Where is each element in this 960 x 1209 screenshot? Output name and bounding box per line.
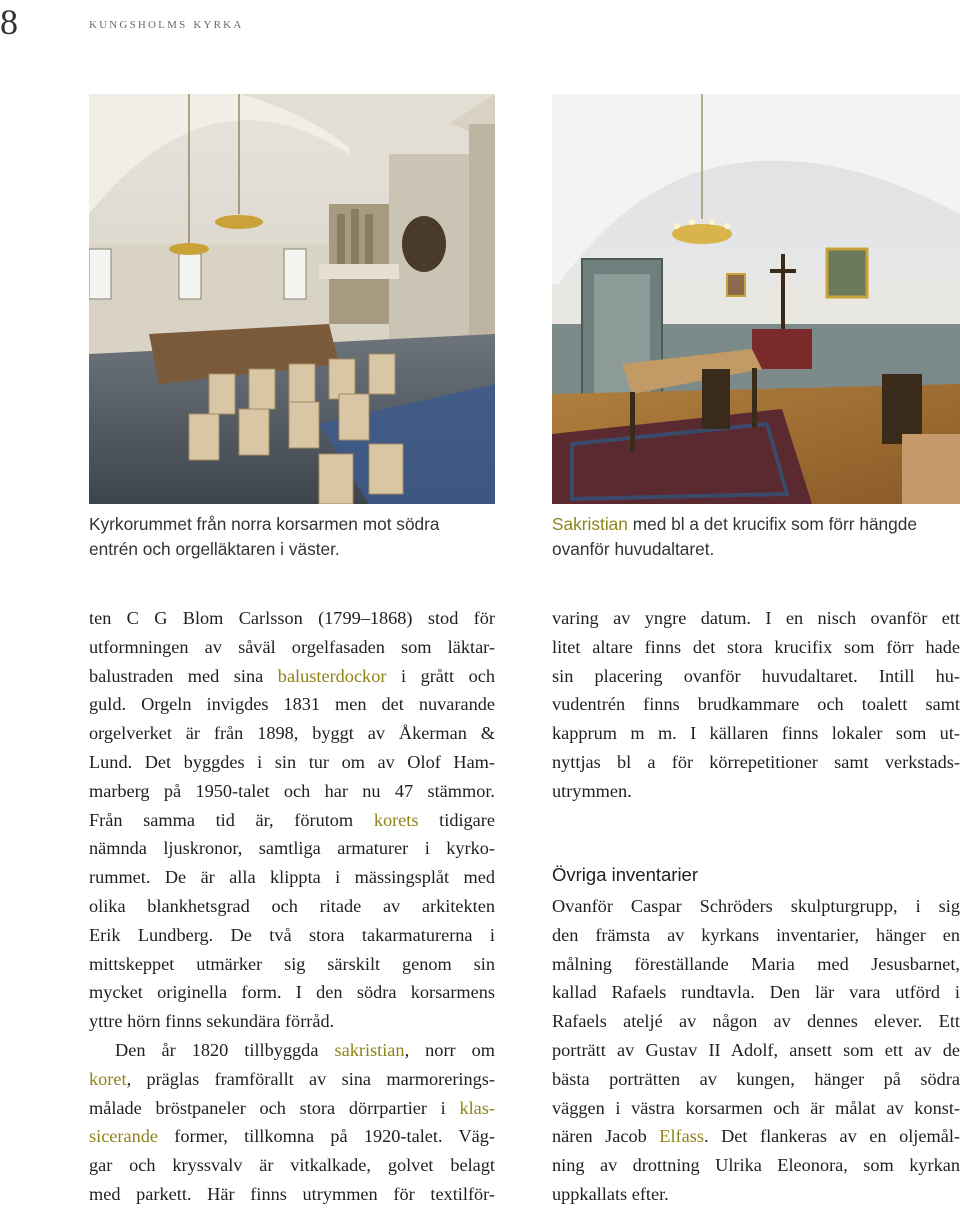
highlight-term: sicerande: [89, 1126, 159, 1147]
text-line: yttre hörn finns sekundära förråd.: [89, 1011, 335, 1032]
text-line: bästa porträtten av kungen, hänger på södra: [552, 1068, 960, 1089]
text-segment: tidigare: [418, 809, 495, 830]
text-segment: former, tillkomna på 1920-talet. Väg-: [158, 1126, 495, 1147]
highlight-term: korets: [373, 809, 419, 830]
text-line: [552, 1122, 960, 1151]
page-number: 8: [0, 2, 18, 42]
caption-left-line: entrén och orgelläktaren i väster.: [89, 538, 340, 559]
text-line: kallad Rafaels rundtavla. Den lär vara utförd i: [552, 982, 960, 1003]
text-line: olika blankhetsgrad och ritade av arkitekten: [89, 895, 495, 916]
highlight-term: balusterdockor: [277, 665, 387, 686]
caption-right: [552, 512, 960, 561]
text-line: [89, 1065, 495, 1094]
body-column-right: [552, 604, 960, 806]
caption-right-line: ovanför huvudaltaret.: [552, 538, 715, 559]
text-segment: , norr om: [404, 1039, 496, 1060]
church-interior-photo: [89, 94, 495, 504]
text-segment: Den år 1820 tillbyggda: [115, 1039, 335, 1060]
text-line: rummet. De är alla klippta i mässingsplåt med: [89, 867, 495, 888]
text-line: Lund. Det byggdes i sin tur om av Olof Ham-: [89, 751, 495, 772]
text-line: med parkett. Här finns utrymmen för textilför-: [89, 1183, 495, 1204]
body-column-left: [89, 604, 495, 1209]
text-segment: nären Jacob: [552, 1126, 660, 1147]
caption-left-line: Kyrkorummet från norra korsarmen mot södra: [89, 514, 440, 534]
text-line: [89, 1122, 495, 1151]
text-line: utrymmen.: [552, 780, 632, 801]
text-line: utformningen av såväl orgelfasaden som läktar-: [89, 636, 495, 657]
church-interior-illustration: [89, 94, 495, 504]
section-heading: Övriga inventarier: [552, 864, 699, 885]
caption-highlight-term: Sakristian: [552, 514, 628, 534]
text-line: kapprum m m. I källaren finns lokaler som ut-: [552, 723, 960, 744]
text-line: litet altare finns det stora krucifix som förr hade: [552, 636, 960, 657]
running-header: kungsholms kyrka: [89, 16, 244, 32]
text-line: sin placering ovanför huvudaltaret. Intill hu-: [552, 665, 960, 686]
text-line: marberg på 1950-talet och har nu 47 stämmor.: [89, 780, 495, 801]
text-line: [89, 662, 495, 691]
text-line: porträtt av Gustav II Adolf, ansett som ett av de: [552, 1039, 960, 1060]
text-segment: . Det flankeras av en oljemål-: [703, 1126, 960, 1147]
highlight-term: koret: [89, 1068, 127, 1089]
text-segment: i grått och: [386, 665, 496, 686]
text-line: vudentrén finns brudkammare och toalett samt: [552, 694, 960, 715]
caption-left: [89, 512, 495, 561]
text-line: den främsta av kyrkans inventarier, hänger en: [552, 924, 960, 945]
text-segment: Från samma tid är, förutom: [89, 809, 374, 830]
text-line: gar och kryssvalv är vitkalkade, golvet belagt: [89, 1155, 495, 1176]
text-line: [89, 1036, 495, 1065]
text-line: ten C G Blom Carlsson (1799–1868) stod för: [89, 608, 495, 628]
text-line: Rafaels ateljé av någon av dennes elever. Ett: [552, 1011, 960, 1032]
text-line: Erik Lundberg. De två stora takarmaturerna i: [89, 924, 495, 945]
text-line: ning av drottning Ulrika Eleonora, som kyrkan: [552, 1155, 960, 1176]
highlight-term: Elfass: [659, 1126, 704, 1147]
highlight-term: sakristian: [334, 1039, 405, 1060]
text-segment: målade bröstpaneler och stora dörrpartier i: [89, 1097, 460, 1118]
text-line: uppkallats efter.: [552, 1183, 669, 1204]
text-line: orgelverket är från 1898, byggt av Åkerman &: [89, 723, 495, 744]
highlight-term: klas-: [459, 1097, 495, 1118]
text-line: mycket originella form. I den södra korsarmens: [89, 982, 495, 1003]
text-line: [89, 806, 495, 835]
caption-text: med bl a det krucifix som förr hängde: [627, 514, 918, 534]
text-line: väggen i västra korsarmen och är målat av konst-: [552, 1097, 960, 1118]
body-column-right-section: [552, 892, 960, 1209]
text-segment: , präglas framförallt av sina marmorerings-: [126, 1068, 495, 1089]
text-line: Ovanför Caspar Schröders skulpturgrupp, i sig: [552, 896, 960, 916]
sacristy-photo: [552, 94, 960, 504]
text-line: nyttjas bl a för körrepetitioner samt verkstads-: [552, 751, 960, 772]
text-line: nämnda ljuskronor, samtliga armaturer i kyrko-: [89, 838, 495, 859]
text-line: [89, 1094, 495, 1123]
text-line: varing av yngre datum. I en nisch ovanför ett: [552, 608, 960, 628]
sacristy-illustration: [552, 94, 960, 504]
text-line: mittskeppet utmärker sig särskilt genom sin: [89, 953, 495, 974]
caption-right-line: [552, 512, 960, 537]
text-line: guld. Orgeln invigdes 1831 men det nuvarande: [89, 694, 495, 715]
text-line: målning föreställande Maria med Jesusbarnet,: [552, 953, 960, 974]
text-segment: balustraden med sina: [89, 665, 278, 686]
